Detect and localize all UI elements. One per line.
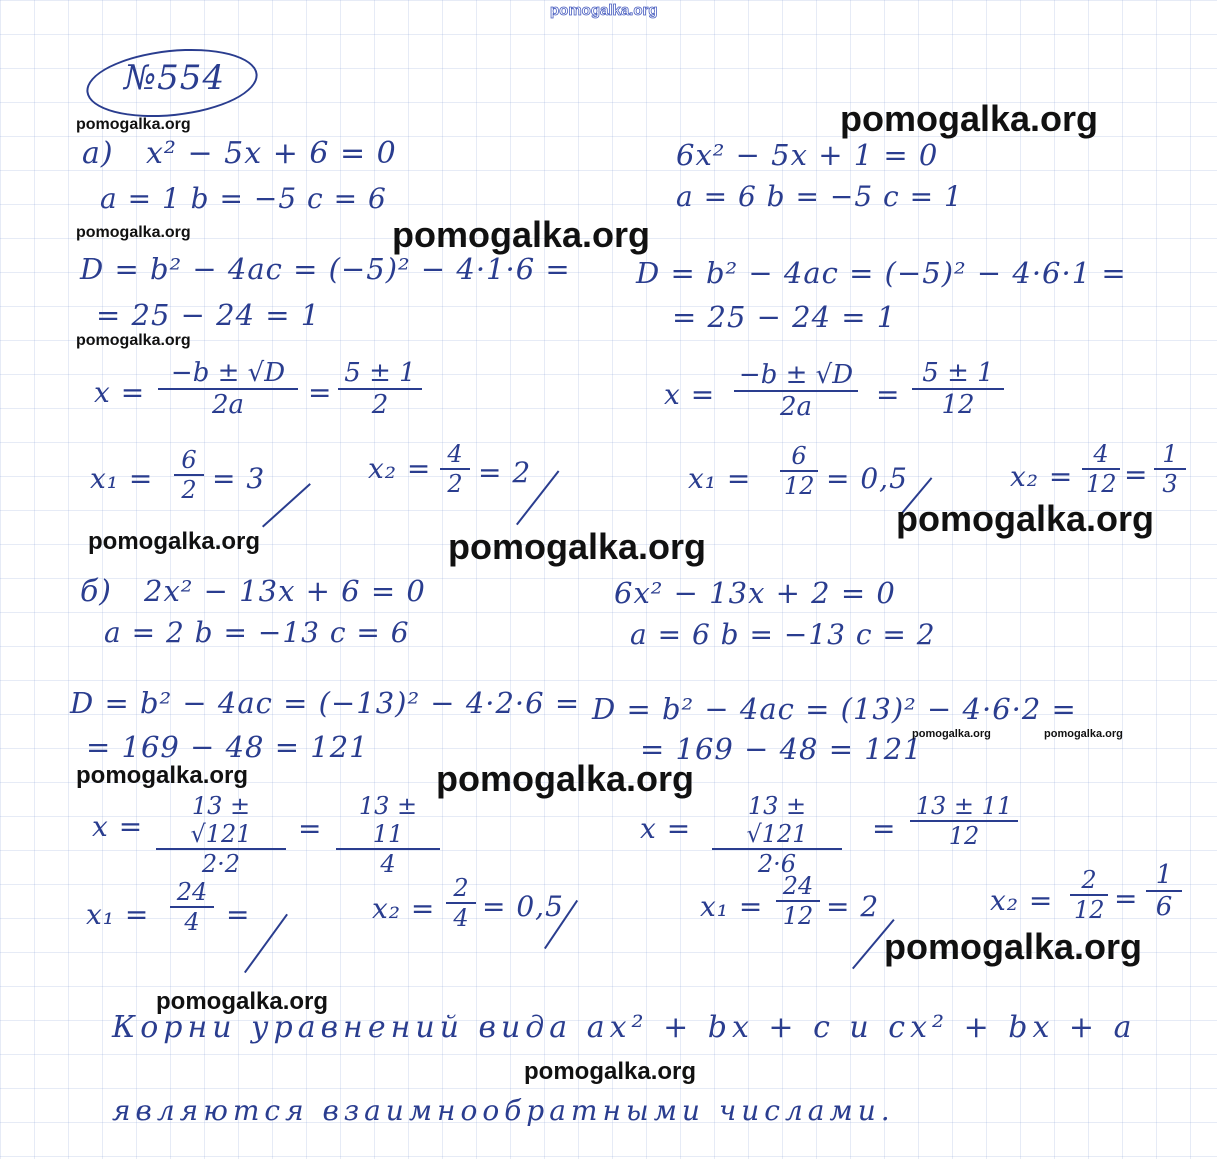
- part-a-right-root-fraction: [734, 360, 858, 422]
- fraction-numerator: 13 ± 11: [336, 792, 440, 850]
- part-a-right-x-label: x =: [664, 378, 716, 411]
- part-a-left-x1-label: x₁ =: [90, 462, 154, 495]
- part-a-right-discriminant: D = b² − 4ac = (−5)² − 4·6·1 =: [636, 256, 1127, 290]
- fraction-denominator: 2a: [211, 390, 245, 420]
- part-a-left-x2-label: x₂ =: [368, 452, 432, 485]
- fraction-denominator: 12: [784, 472, 815, 500]
- part-b-left-coefficients: a = 2 b = −13 c = 6: [104, 616, 410, 649]
- part-a-right-discriminant-result: = 25 − 24 = 1: [672, 300, 897, 334]
- part-b-left-x2-value: = 0,5: [482, 890, 564, 923]
- part-b-left-x-label: x =: [92, 810, 144, 843]
- part-a-left-x1-value: = 3: [212, 462, 266, 495]
- part-b-right-root-fraction: [712, 792, 842, 878]
- part-a-left-x2-value: = 2: [478, 456, 532, 489]
- equals-sign: =: [308, 376, 333, 409]
- equals-sign: =: [298, 812, 323, 845]
- part-a-left-discriminant: D = b² − 4ac = (−5)² − 4·1·6 =: [80, 252, 571, 286]
- part-b-left-discriminant-result: = 169 − 48 = 121: [86, 730, 369, 764]
- part-a-right-x1-value: = 0,5: [826, 462, 908, 495]
- fraction-numerator: −b ± √D: [158, 358, 298, 390]
- part-a-right-root-fraction-2: [912, 358, 1004, 420]
- fraction-numerator: 4: [440, 440, 470, 470]
- part-a-left-discriminant-result: = 25 − 24 = 1: [96, 298, 321, 332]
- part-b-right-discriminant: D = b² − 4ac = (13)² − 4·6·2 =: [592, 692, 1077, 726]
- equals-sign: =: [872, 812, 897, 845]
- fraction-denominator: 12: [941, 390, 975, 420]
- part-a-right-x1-fraction: [780, 442, 818, 500]
- watermark: pomogalka.org: [76, 332, 191, 349]
- part-b-left-discriminant: D = b² − 4ac = (−13)² − 4·2·6 =: [70, 686, 581, 720]
- part-b-left-root-fraction-2: [336, 792, 440, 878]
- watermark: pomogalka.org: [896, 498, 1155, 539]
- fraction-numerator: 6: [780, 442, 818, 472]
- fraction-denominator: 6: [1155, 892, 1173, 922]
- watermark: pomogalka.org: [88, 528, 261, 555]
- part-b-right-equation: 6x² − 13x + 2 = 0: [614, 576, 896, 610]
- part-b-right-x2-fraction: [1070, 866, 1108, 924]
- check-mark: [262, 483, 311, 527]
- fraction-numerator: 24: [170, 878, 214, 908]
- fraction-numerator: 5 ± 1: [338, 358, 422, 390]
- fraction-numerator: 13 ± √121: [712, 792, 842, 850]
- fraction-denominator: 12: [1074, 896, 1105, 924]
- part-a-left-equation: x² − 5x + 6 = 0: [146, 136, 397, 171]
- part-a-left-root-fraction-2: [338, 358, 422, 420]
- watermark: pomogalka.org: [392, 214, 651, 255]
- fraction-numerator: 1: [1154, 440, 1186, 470]
- part-a-right-x2-fraction-2: [1154, 440, 1186, 498]
- fraction-denominator: 12: [782, 902, 814, 930]
- equals-sign: =: [876, 378, 901, 411]
- fraction-denominator: 4: [453, 904, 469, 932]
- watermark: pomogalka.org: [76, 116, 191, 133]
- fraction-numerator: 4: [1082, 440, 1120, 470]
- equals-sign: =: [1114, 882, 1139, 915]
- part-b-left-x2-label: x₂ =: [372, 892, 436, 925]
- part-b-right-x1-label: x₁ =: [700, 890, 764, 923]
- part-b-right-root-fraction-2: [910, 792, 1018, 850]
- part-a-right-x2-label: x₂ =: [1010, 460, 1074, 493]
- watermark: pomogalka.org: [912, 728, 991, 740]
- part-b-right-x1-value: = 2: [826, 890, 880, 923]
- problem-number: №554: [124, 58, 226, 98]
- watermark: pomogalka.org: [436, 758, 695, 799]
- conclusion-line-1: Корни уравнений вида ax² + bx + c и cx² + bx + a: [112, 1010, 1137, 1045]
- fraction-denominator: 2·6: [757, 850, 797, 878]
- part-b-right-x1-fraction: [776, 872, 820, 930]
- fraction-numerator: 5 ± 1: [912, 358, 1004, 390]
- fraction-denominator: 2: [371, 390, 389, 420]
- fraction-denominator: 3: [1162, 470, 1178, 498]
- fraction-denominator: 2: [447, 470, 463, 498]
- part-b-left-x2-fraction: [446, 874, 476, 932]
- fraction-denominator: 4: [184, 908, 200, 936]
- part-a-left-coefficients: a = 1 b = −5 c = 6: [100, 182, 387, 215]
- part-a-left-root-fraction: [158, 358, 298, 420]
- fraction-numerator: −b ± √D: [734, 360, 858, 392]
- part-b-left-x1-value: =: [226, 898, 251, 931]
- fraction-denominator: 12: [948, 822, 980, 850]
- check-mark: [244, 914, 288, 973]
- fraction-numerator: 2: [446, 874, 476, 904]
- fraction-numerator: 2: [1070, 866, 1108, 896]
- part-b-left-x1-label: x₁ =: [86, 898, 150, 931]
- watermark: pomogalka.org: [524, 1058, 697, 1085]
- watermark: pomogalka.org: [76, 762, 249, 789]
- part-a-label: а): [82, 136, 114, 171]
- conclusion-line-2: являются взаимнообратными числами.: [112, 1094, 895, 1127]
- top-watermark: pomogalka.org: [550, 2, 658, 19]
- watermark: pomogalka.org: [76, 224, 191, 241]
- part-b-right-x2-fraction-2: [1146, 860, 1182, 922]
- watermark: pomogalka.org: [840, 98, 1099, 139]
- part-a-left-x-label: x =: [94, 376, 146, 409]
- part-b-right-x-label: x =: [640, 812, 692, 845]
- part-a-right-coefficients: a = 6 b = −5 c = 1: [676, 180, 963, 213]
- part-b-left-x1-fraction: [170, 878, 214, 936]
- fraction-numerator: 6: [174, 446, 204, 476]
- fraction-denominator: 12: [1086, 470, 1117, 498]
- fraction-denominator: 2: [181, 476, 197, 504]
- part-b-right-x2-label: x₂ =: [990, 884, 1054, 917]
- part-a-right-x1-label: x₁ =: [688, 462, 752, 495]
- part-a-right-equation: 6x² − 5x + 1 = 0: [676, 138, 939, 172]
- watermark: pomogalka.org: [884, 926, 1143, 967]
- fraction-denominator: 2a: [779, 392, 813, 422]
- watermark: pomogalka.org: [156, 988, 329, 1015]
- part-b-label: б): [80, 574, 113, 609]
- fraction-numerator: 1: [1146, 860, 1182, 892]
- part-b-left-equation: 2x² − 13x + 6 = 0: [144, 574, 426, 608]
- part-b-right-coefficients: a = 6 b = −13 c = 2: [630, 618, 936, 651]
- part-b-right-discriminant-result: = 169 − 48 = 121: [640, 732, 923, 766]
- fraction-denominator: 2·2: [201, 850, 241, 878]
- watermark: pomogalka.org: [1044, 728, 1123, 740]
- part-a-left-x1-fraction: [174, 446, 204, 504]
- fraction-numerator: 24: [776, 872, 820, 902]
- fraction-numerator: 13 ± √121: [156, 792, 286, 850]
- part-a-left-x2-fraction: [440, 440, 470, 498]
- fraction-denominator: 4: [380, 850, 396, 878]
- part-a-right-x2-fraction: [1082, 440, 1120, 498]
- part-b-left-root-fraction: [156, 792, 286, 878]
- fraction-numerator: 13 ± 11: [910, 792, 1018, 822]
- watermark: pomogalka.org: [448, 526, 707, 567]
- equals-sign: =: [1124, 458, 1149, 491]
